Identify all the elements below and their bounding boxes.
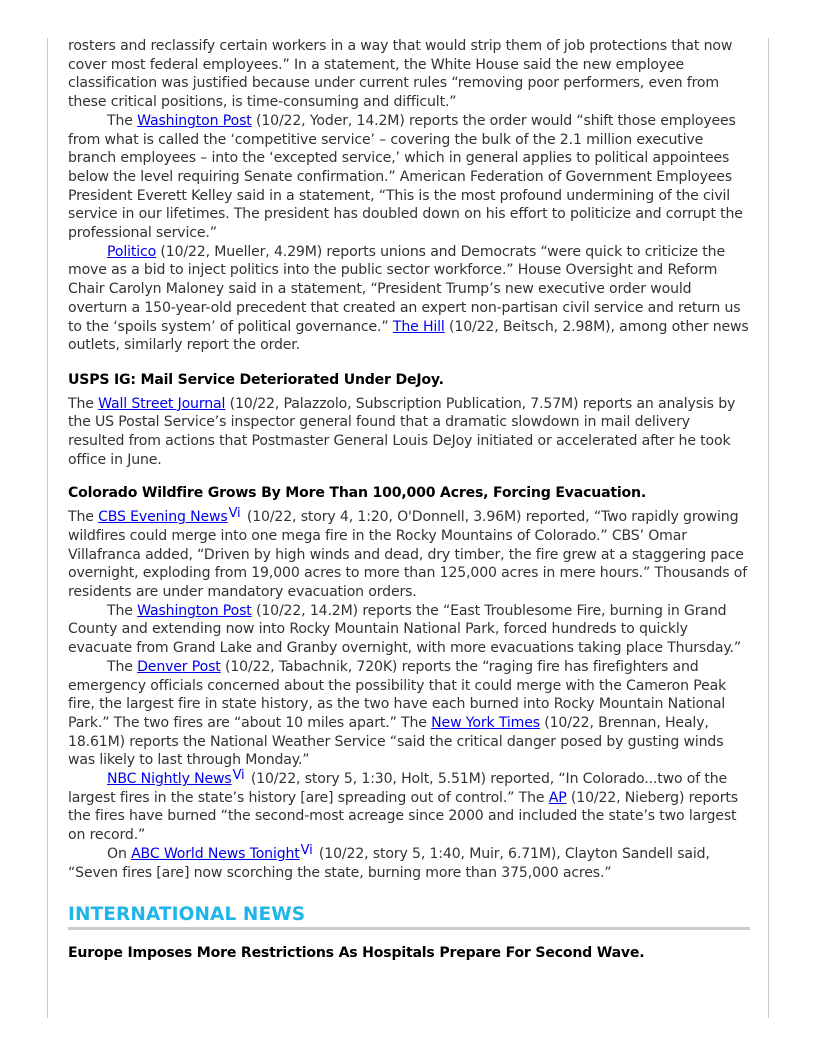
story-headline: Europe Imposes More Restrictions As Hospitals Prepare For Second Wave. [68, 944, 645, 961]
story-headline: Colorado Wildfire Grows By More Than 100,000 Acres, Forcing Evacuation. [68, 485, 647, 502]
colorado-wildfire-story [68, 484, 750, 882]
washington-post-link[interactable]: Washington Post [137, 602, 252, 619]
usps-story [68, 371, 750, 470]
federal-workforce-story-continued [68, 37, 750, 355]
wall-street-journal-link[interactable]: Wall Street Journal [98, 395, 226, 412]
abc-world-news-tonight-link[interactable]: ABC World News Tonight [131, 845, 300, 862]
denver-post-link[interactable]: Denver Post [137, 658, 221, 675]
paragraph: The Denver Post (10/22, Tabachnik, 720K) reports the “raging fire has firefighters and emergency officials concerned about the possibility that it could merge with the Cameron Peak fire, the largest fire in state history, as the two have each burned into Rocky Mountain National Park.” The two fires are “about 10 miles apart.” The New York Times (10/22, Brennan, Healy, 18.61M) reports the National Weather Service “said the critical danger posed by gusting winds was likely to last through Monday.” [68, 658, 727, 769]
paragraph: On ABC World News Tonight$^{Vi}$ (10/22, story 5, 1:40, Muir, 6.71M), Clayton Sandell said, “Seven fires [are] now scorching the state, burning more than 375,000 acres.” [68, 842, 710, 881]
paragraph: NBC Nightly News$^{Vi}$ (10/22, story 5, 1:30, Holt, 5.51M) reported, “In Colorado...two of the largest fires in the state’s history [are] spreading out of control.” The AP (10/22, Nieberg) reports the fires have burned “the second-most acreage since 2000 and included the state’s two largest on record.” [68, 768, 738, 844]
paragraph: The Wall Street Journal (10/22, Palazzolo, Subscription Publication, 7.57M) reports an analysis by the US Postal Service’s inspector general found that a dramatic slowdown in mail delivery resulted from actions that Postmaster General Louis DeJoy initiated or accelerated after he took office in June. [68, 395, 736, 468]
paragraph: The Washington Post (10/22, 14.2M) reports the “East Troublesome Fire, burning in Grand County and extending now into Rocky Mountain National Park, forced hundreds to quickly evacuate from Grand Lake and Granby overnight, with more evacuations taking place Thursday.” [68, 602, 742, 657]
video-icon[interactable]: Vi [228, 506, 241, 522]
newsletter-content [68, 37, 750, 963]
ap-link[interactable]: AP [548, 789, 567, 806]
washington-post-link[interactable]: Washington Post [137, 112, 252, 129]
international-news-section [68, 906, 750, 962]
new-york-times-link[interactable]: New York Times [431, 714, 540, 731]
paragraph: The Washington Post (10/22, Yoder, 14.2M) reports the order would “shift those employees from what is called the ‘competitive service’ – covering the bulk of the 2.1 million executive branch employees – into the ‘excepted service,’ which in general applies to political appointees below the level requiring Senate confirmation.” American Federation of Government Employees President Everett Kelley said in a statement, “This is the most profound undermining of the civil service in our lifetimes. The president has doubled down on his effort to politicize and corrupt the professional service.” [68, 112, 743, 242]
story-headline: USPS IG: Mail Service Deteriorated Under DeJoy. [68, 371, 444, 388]
video-icon[interactable]: Vi [300, 842, 313, 858]
section-title: INTERNATIONAL NEWS [68, 906, 750, 930]
video-icon[interactable]: Vi [232, 768, 245, 784]
paragraph: rosters and reclassify certain workers in a way that would strip them of job protections that now cover most federal employees.” In a statement, the White House said the new employee classification was justified because under current rules “removing poor performers, even from these critical positions, is time-consuming and difficult.” [68, 38, 733, 111]
paragraph: Politico (10/22, Mueller, 4.29M) reports unions and Democrats “were quick to criticize the move as a bid to inject politics into the public sector workforce.” House Oversight and Reform Chair Carolyn Maloney said in a statement, “President Trump’s new executive order would overturn a 150-year-old precedent that created an expert non-partisan civil service and return us to the ‘spoils system’ of political governance.” The Hill (10/22, Beitsch, 2.98M), among other news outlets, similarly report the order. [68, 243, 749, 354]
nbc-nightly-news-link[interactable]: NBC Nightly News [107, 771, 232, 788]
paragraph: The CBS Evening News$^{Vi}$ (10/22, story 4, 1:20, O'Donnell, 3.96M) reported, “Two rapidly growing wildfires could merge into one mega fire in the Rocky Mountains of Colorado.” CBS’ Omar Villafranca added, “Driven by high winds and dead, dry timber, the fire grew at a staggering pace overnight, exploding from 19,000 acres to more than 125,000 acres in mere hours.” Thousands of residents are under mandatory evacuation orders. [68, 506, 748, 600]
politico-link[interactable]: Politico [107, 243, 157, 260]
the-hill-link[interactable]: The Hill [392, 318, 445, 335]
cbs-evening-news-link[interactable]: CBS Evening News [98, 509, 228, 526]
